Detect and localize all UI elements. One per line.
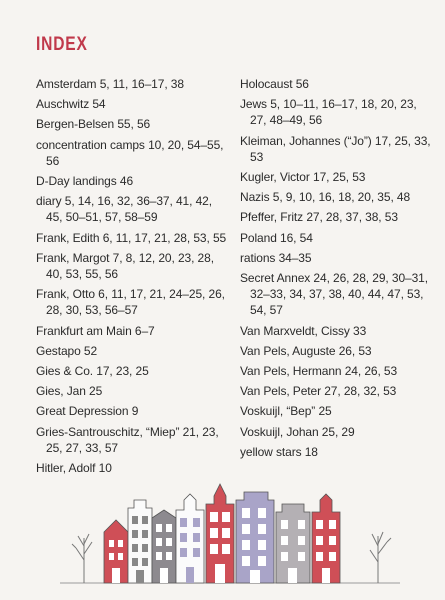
index-term: Voskuijl, “Bep” bbox=[240, 404, 316, 419]
index-term: Auschwitz bbox=[36, 97, 90, 112]
index-pages: 25 bbox=[89, 384, 103, 399]
index-entry bbox=[240, 96, 435, 128]
index-pages: 5, 9, 10, 16, 18, 20, 35, 48 bbox=[272, 190, 411, 205]
index-entry bbox=[240, 424, 435, 440]
index-pages: 25 bbox=[318, 404, 332, 419]
index-pages: 16, 54 bbox=[280, 230, 313, 245]
index-term: Kugler, Victor bbox=[240, 170, 310, 185]
index-pages: 27, 28, 32, 53 bbox=[324, 384, 397, 399]
index-entry bbox=[36, 76, 231, 92]
index-entry bbox=[36, 137, 231, 169]
index-pages: 17, 23, 25 bbox=[96, 364, 149, 379]
house-grey-icon bbox=[152, 510, 176, 583]
index-entry bbox=[240, 133, 435, 165]
index-pages: 17, 25, 53 bbox=[313, 170, 366, 185]
house-white-icon bbox=[128, 500, 152, 583]
index-pages: 54 bbox=[92, 97, 106, 112]
index-entry bbox=[240, 250, 435, 266]
index-entry bbox=[36, 343, 231, 359]
index-pages: 6, 11, 17, 21, 24–25, 26, 28, 30, 53, 56–57 bbox=[46, 287, 225, 318]
index-pages: 56 bbox=[295, 77, 309, 91]
index-pages: 10, 20, 54–55, 56 bbox=[46, 137, 224, 168]
index-pages: 18 bbox=[304, 444, 318, 459]
index-term: yellow stars bbox=[240, 444, 302, 459]
index-term: Van Marxveldt, Cissy bbox=[240, 323, 350, 338]
index-pages: 24, 26, 28, 29, 30–31, 32–33, 34, 37, 38, 40, 44, 47, 53, 54, 57 bbox=[250, 271, 428, 318]
index-entry bbox=[240, 343, 435, 359]
index-pages: 27, 28, 37, 38, 53 bbox=[306, 210, 398, 225]
index-entry bbox=[240, 209, 435, 225]
index-entry bbox=[240, 363, 435, 379]
index-entry bbox=[36, 286, 231, 318]
index-term: Great Depression bbox=[36, 404, 129, 419]
index-term: Jews bbox=[240, 97, 267, 112]
index-entry bbox=[36, 116, 231, 132]
index-entry bbox=[36, 383, 231, 399]
index-term: Van Pels, Hermann bbox=[240, 364, 342, 379]
index-pages: 9 bbox=[131, 404, 139, 419]
index-term: D-Day landings bbox=[36, 174, 117, 189]
index-pages: 46 bbox=[119, 174, 134, 189]
index-term: Frank, Edith bbox=[36, 230, 100, 245]
index-entry bbox=[240, 76, 435, 92]
house-red-small-icon bbox=[104, 520, 128, 583]
index-pages: 5, 10–11, 16–17, 18, 20, 23, 27, 48–49, 56 bbox=[250, 97, 417, 128]
index-pages: 10 bbox=[98, 461, 112, 476]
index-entry bbox=[36, 173, 231, 189]
canal-houses-illustration bbox=[60, 470, 400, 585]
index-entry bbox=[240, 230, 435, 246]
index-entry bbox=[240, 323, 435, 339]
index-pages: 6, 11, 17, 21, 28, 53, 55 bbox=[102, 230, 227, 245]
house-white-gable-icon bbox=[176, 494, 204, 583]
index-pages: 5, 11, 16–17, 38 bbox=[99, 77, 184, 91]
index-term: Gies & Co. bbox=[36, 364, 94, 379]
index-entry bbox=[36, 230, 231, 246]
index-entry bbox=[240, 444, 435, 460]
index-term: Pfeffer, Fritz bbox=[240, 210, 304, 225]
index-term: Nazis bbox=[240, 190, 270, 205]
index-term: Amsterdam bbox=[36, 77, 97, 91]
index-pages: 55, 56 bbox=[117, 117, 151, 132]
index-entry bbox=[36, 96, 231, 112]
index-term: Van Pels, Auguste bbox=[240, 343, 336, 358]
index-entry bbox=[36, 403, 231, 419]
index-pages: 6–7 bbox=[134, 323, 155, 338]
index-term: Poland bbox=[240, 230, 277, 245]
page-title: INDEX bbox=[36, 34, 88, 55]
bare-tree-left-icon bbox=[72, 534, 92, 583]
index-term: Gestapo bbox=[36, 343, 81, 358]
index-pages: 24, 26, 53 bbox=[344, 364, 398, 379]
index-term: Voskuijl, Johan bbox=[240, 424, 319, 439]
index-pages: 21, 23, 25, 27, 33, 57 bbox=[46, 424, 219, 455]
index-term: Frankfurt am Main bbox=[36, 323, 132, 338]
index-pages: 34–35 bbox=[278, 250, 312, 265]
index-term: Van Pels, Peter bbox=[240, 384, 321, 399]
house-red-gable-icon bbox=[206, 484, 234, 583]
index-term: Secret Annex bbox=[240, 271, 311, 286]
index-term: Frank, Margot bbox=[36, 250, 110, 265]
index-entry bbox=[240, 403, 435, 419]
index-entry bbox=[36, 250, 231, 282]
index-pages: 52 bbox=[83, 343, 98, 358]
index-pages: 5, 14, 16, 32, 36–37, 41, 42, 45, 50–51, 57, 58–59 bbox=[46, 194, 212, 225]
index-term: Bergen-Belsen bbox=[36, 117, 115, 132]
index-entry bbox=[36, 193, 231, 225]
index-term: Gries-Santrouschitz, “Miep” bbox=[36, 424, 180, 439]
house-red-right-icon bbox=[312, 494, 340, 583]
house-grey-stepped-icon bbox=[276, 504, 310, 583]
index-term: Kleiman, Johannes (“Jo”) bbox=[240, 133, 372, 148]
index-column-left bbox=[36, 76, 231, 480]
index-term: concentration camps bbox=[36, 137, 145, 152]
index-pages: 33 bbox=[353, 323, 367, 338]
index-term: Gies, Jan bbox=[36, 384, 86, 399]
index-pages: 17, 25, 33, 53 bbox=[250, 133, 431, 164]
index-entry bbox=[240, 169, 435, 185]
index-pages: 26, 53 bbox=[338, 343, 372, 358]
index-column-right bbox=[240, 76, 435, 464]
index-entry bbox=[36, 323, 231, 339]
house-lilac-icon bbox=[236, 492, 274, 583]
index-term: Holocaust bbox=[240, 77, 293, 91]
index-pages: 7, 8, 12, 20, 23, 28, 40, 53, 55, 56 bbox=[46, 250, 214, 282]
index-term: rations bbox=[240, 250, 276, 265]
index-entry bbox=[36, 363, 231, 379]
index-entry bbox=[36, 424, 231, 456]
index-term: diary bbox=[36, 194, 62, 209]
index-term: Frank, Otto bbox=[36, 287, 95, 302]
bare-tree-right-icon bbox=[370, 532, 391, 583]
index-pages: 25, 29 bbox=[321, 424, 355, 439]
index-entry bbox=[240, 383, 435, 399]
index-term: Hitler, Adolf bbox=[36, 461, 96, 476]
index-entry bbox=[240, 270, 435, 319]
index-entry bbox=[240, 189, 435, 205]
